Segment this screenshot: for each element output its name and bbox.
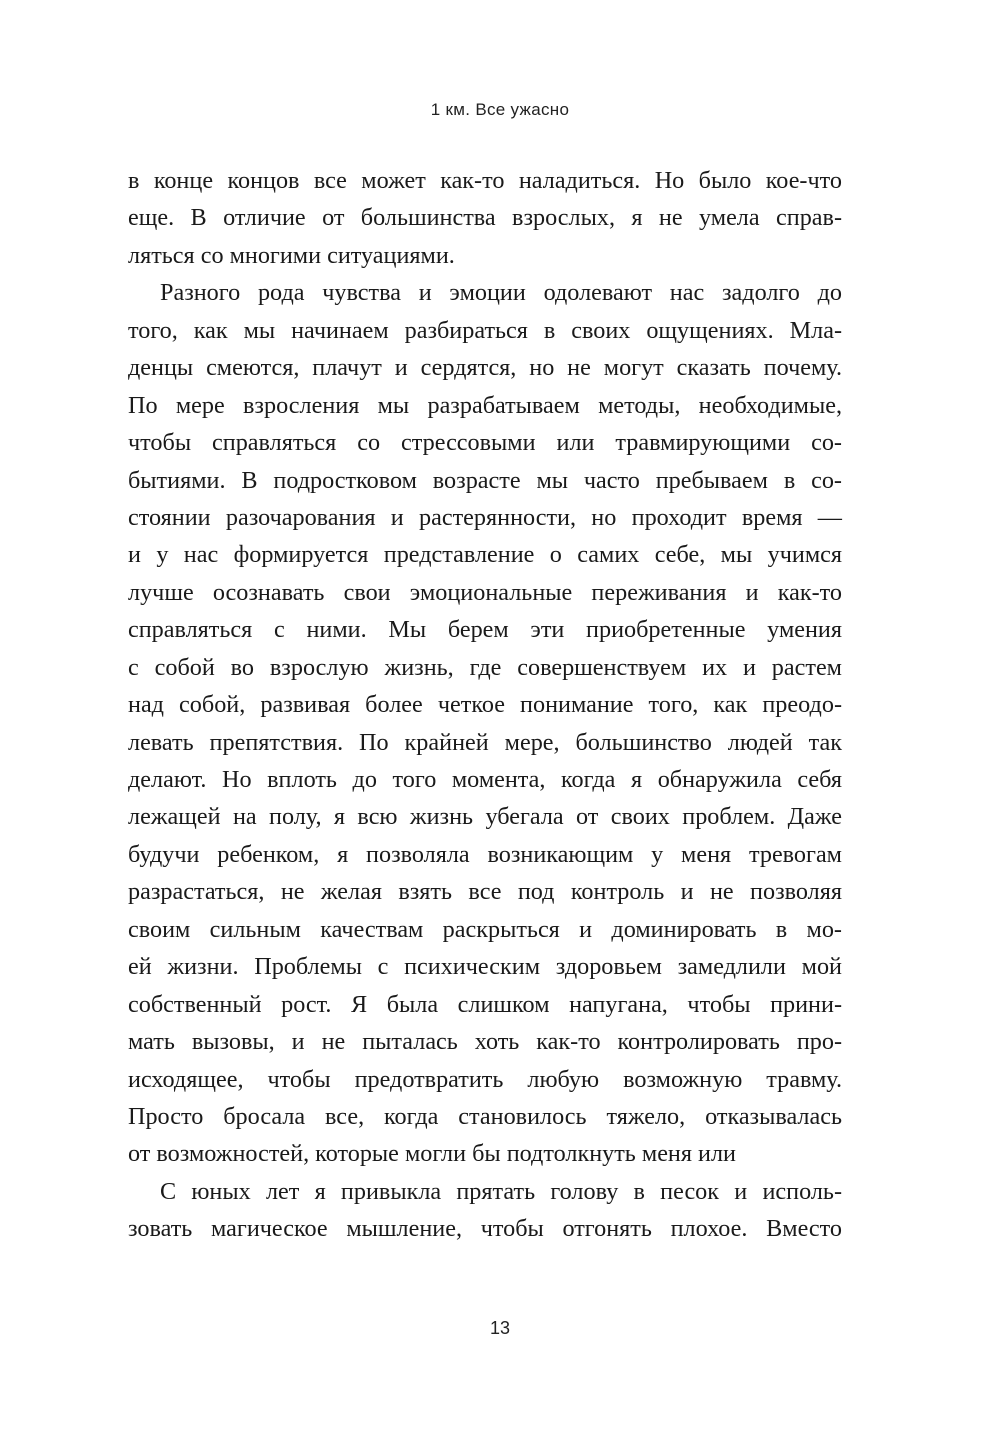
text-line: стоянии разочарования и растерянности, но проходит время — bbox=[128, 503, 842, 531]
text-line: ляться со многими ситуациями. bbox=[128, 241, 455, 269]
text-line: разрастаться, не желая взять все под контроль и не позволяя bbox=[128, 878, 842, 906]
paragraph bbox=[128, 274, 842, 1173]
text-line: и у нас формируется представление о самих себе, мы учимся bbox=[128, 541, 842, 569]
body-text bbox=[128, 162, 842, 1248]
text-line: над собой, развивая более четкое понимание того, как преодо- bbox=[128, 691, 842, 719]
text-line: исходящее, чтобы предотвратить любую возможную травму. bbox=[128, 1065, 842, 1093]
text-line: своим сильным качествам раскрыться и доминировать в мо- bbox=[128, 915, 842, 943]
text-line: бытиями. В подростковом возрасте мы часто пребываем в со- bbox=[128, 466, 842, 494]
text-line: в конце концов все может как-то наладиться. Но было кое-что bbox=[128, 167, 842, 194]
text-line: будучи ребенком, я позволяла возникающим у меня тревогам bbox=[128, 840, 842, 868]
text-line: собственный рост. Я была слишком напугана, чтобы прини- bbox=[128, 990, 842, 1018]
text-line: того, как мы начинаем разбираться в своих ощущениях. Мла- bbox=[128, 316, 842, 344]
text-line: справляться с ними. Мы берем эти приобретенные умения bbox=[128, 616, 842, 644]
running-head: 1 км. Все ужасно bbox=[430, 100, 570, 119]
page-number: 13 bbox=[489, 1318, 511, 1338]
text-line: делают. Но вплоть до того момента, когда я обнаружила себя bbox=[128, 766, 842, 793]
text-line: от возможностей, которые могли бы подтолкнуть меня или bbox=[128, 1140, 737, 1168]
text-line: зовать магическое мышление, чтобы отгонять плохое. Вместо bbox=[128, 1215, 842, 1243]
paragraph bbox=[128, 1173, 842, 1248]
text-line: еще. В отличие от большинства взрослых, я не умела справ- bbox=[128, 204, 842, 232]
text-line: Просто бросала все, когда становилось тяжело, отказывалась bbox=[128, 1102, 842, 1130]
text-line: По мере взросления мы разрабатываем методы, необходимые, bbox=[128, 391, 842, 419]
text-line: чтобы справляться со стрессовыми или травмирующими со- bbox=[128, 429, 842, 457]
text-line: мать вызовы, и не пыталась хоть как-то контролировать про- bbox=[128, 1028, 842, 1056]
paragraph bbox=[128, 162, 842, 274]
text-line: лучше осознавать свои эмоциональные переживания и как-то bbox=[128, 578, 842, 606]
text-line: денцы смеются, плачут и сердятся, но не могут сказать почему. bbox=[128, 354, 842, 382]
text-line: лежащей на полу, я всю жизнь убегала от своих проблем. Даже bbox=[128, 803, 842, 831]
text-line: С юных лет я привыкла прятать голову в песок и исполь- bbox=[160, 1177, 842, 1205]
text-line: с собой во взрослую жизнь, где совершенствуем их и растем bbox=[128, 653, 842, 681]
text-line: ей жизни. Проблемы с психическим здоровьем замедлили мой bbox=[128, 953, 842, 981]
text-line: Разного рода чувства и эмоции одолевают нас задолго до bbox=[160, 279, 842, 307]
text-line: левать препятствия. По крайней мере, большинство людей так bbox=[128, 728, 842, 756]
